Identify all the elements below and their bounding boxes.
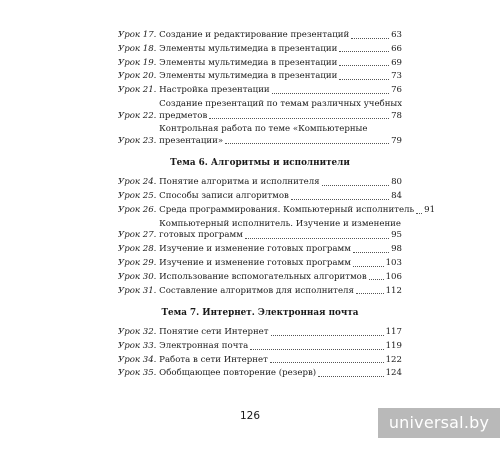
page-ref: 76 bbox=[391, 85, 402, 96]
dot-leader bbox=[270, 362, 384, 363]
lesson-number: Урок 29. bbox=[118, 257, 157, 268]
lesson-number: Урок 34. bbox=[118, 354, 157, 365]
page-ref: 124 bbox=[385, 368, 402, 379]
lesson-title: Создание и редактирование презентаций bbox=[159, 30, 350, 40]
page-ref: 78 bbox=[391, 110, 402, 121]
page-ref: 79 bbox=[391, 135, 402, 146]
lesson-title: Изучение и изменение готовых программ bbox=[159, 244, 351, 255]
lesson-title: Настройка презентации bbox=[159, 85, 270, 96]
toc-entry bbox=[118, 272, 402, 284]
page-number: 126 bbox=[239, 410, 261, 422]
lesson-number: Урок 18. bbox=[118, 43, 157, 54]
dot-leader bbox=[225, 143, 389, 144]
dot-leader bbox=[322, 185, 389, 186]
lesson-number: Урок 25. bbox=[118, 191, 157, 202]
toc-entry bbox=[118, 286, 402, 298]
lesson-number: Урок 31. bbox=[118, 285, 157, 296]
lesson-title: Использование вспомогательных алгоритмов bbox=[159, 271, 367, 282]
dot-leader bbox=[416, 213, 422, 214]
page-ref: 66 bbox=[391, 43, 402, 54]
toc-entry bbox=[118, 258, 402, 270]
lesson-title: Создание презентаций по темам различных учебных bbox=[159, 98, 403, 109]
lesson-number: Урок 33. bbox=[118, 340, 157, 351]
dot-leader bbox=[353, 252, 389, 253]
lesson-title: Элементы мультимедиа в презентации bbox=[159, 57, 338, 68]
lesson-title: предметов bbox=[159, 110, 208, 121]
page-ref: 63 bbox=[391, 30, 402, 40]
lesson-title: Понятие алгоритма и исполнителя bbox=[159, 177, 320, 188]
dot-leader bbox=[318, 376, 383, 377]
section-heading: Тема 6. Алгоритмы и исполнители bbox=[170, 158, 350, 169]
page-ref: 95 bbox=[391, 230, 402, 241]
page-ref: 106 bbox=[385, 271, 402, 282]
page-ref: 73 bbox=[391, 71, 402, 82]
lesson-number: Урок 27. bbox=[118, 230, 157, 241]
toc-entry bbox=[118, 124, 402, 147]
dot-leader bbox=[245, 238, 389, 239]
dot-leader bbox=[339, 65, 389, 66]
dot-leader bbox=[339, 79, 389, 80]
page-ref: 122 bbox=[385, 354, 402, 365]
section-heading: Тема 7. Интернет. Электронная почта bbox=[161, 308, 359, 319]
lesson-number: Урок 30. bbox=[118, 271, 157, 282]
lesson-title: Способы записи алгоритмов bbox=[159, 191, 289, 202]
lesson-number: Урок 19. bbox=[118, 57, 157, 68]
lesson-number: Урок 28. bbox=[118, 244, 157, 255]
toc-entry bbox=[118, 30, 402, 42]
lesson-number: Урок 26. bbox=[118, 205, 157, 216]
dot-leader bbox=[369, 279, 384, 280]
lesson-title: Изучение и изменение готовых программ bbox=[159, 257, 351, 268]
lesson-number: Урок 32. bbox=[118, 327, 157, 338]
lesson-number: Урок 17. bbox=[118, 30, 157, 40]
dot-leader bbox=[250, 349, 383, 350]
dot-leader bbox=[351, 38, 389, 39]
lesson-number: Урок 24. bbox=[118, 177, 157, 188]
lesson-number: Урок 22. bbox=[118, 110, 157, 121]
lesson-title: Среда программирования. Компьютерный исполнитель bbox=[159, 205, 415, 216]
toc-entry bbox=[118, 368, 402, 380]
toc-entry bbox=[118, 219, 402, 242]
watermark-logo: universal.by bbox=[378, 408, 500, 438]
lesson-title: Работа в сети Интернет bbox=[159, 354, 268, 365]
lesson-number: Урок 21. bbox=[118, 85, 157, 96]
table-of-contents bbox=[118, 30, 436, 382]
lesson-number: Урок 20. bbox=[118, 71, 157, 82]
page-ref: 91 bbox=[424, 205, 436, 216]
dot-leader bbox=[272, 93, 389, 94]
lesson-number: Урок 23. bbox=[118, 135, 157, 146]
lesson-title: Электронная почта bbox=[159, 340, 249, 351]
lesson-title: Контрольная работа по теме «Компьютерные bbox=[159, 124, 368, 135]
dot-leader bbox=[209, 118, 389, 119]
dot-leader bbox=[339, 51, 389, 52]
toc-entry bbox=[118, 244, 402, 256]
lesson-title: презентации» bbox=[159, 135, 224, 146]
page-ref: 84 bbox=[391, 191, 402, 202]
toc-entry bbox=[118, 355, 402, 367]
page-ref: 112 bbox=[385, 285, 402, 296]
toc-entry bbox=[118, 58, 402, 70]
page-ref: 80 bbox=[391, 177, 402, 188]
toc-entry bbox=[118, 191, 402, 203]
page-ref: 119 bbox=[385, 340, 402, 351]
dot-leader bbox=[291, 199, 389, 200]
lesson-number: Урок 35. bbox=[118, 368, 157, 379]
toc-entry bbox=[118, 205, 436, 217]
dot-leader bbox=[356, 293, 384, 294]
toc-entry bbox=[118, 327, 402, 339]
page-ref: 69 bbox=[391, 57, 402, 68]
toc-entry bbox=[118, 341, 402, 353]
page-ref: 98 bbox=[391, 244, 402, 255]
lesson-title: Элементы мультимедиа в презентации bbox=[159, 71, 338, 82]
toc-entry bbox=[118, 85, 402, 97]
page-ref: 117 bbox=[385, 327, 402, 338]
lesson-title: готовых программ bbox=[159, 230, 243, 241]
toc-entry bbox=[118, 99, 402, 122]
dot-leader bbox=[353, 266, 384, 267]
lesson-title: Элементы мультимедиа в презентации bbox=[159, 43, 338, 54]
lesson-title: Компьютерный исполнитель. Изучение и изменение bbox=[159, 218, 401, 229]
lesson-title: Понятие сети Интернет bbox=[159, 327, 269, 338]
page-ref: 103 bbox=[385, 257, 402, 268]
toc-entry bbox=[118, 44, 402, 56]
toc-entry bbox=[118, 177, 402, 189]
lesson-title: Составление алгоритмов для исполнителя bbox=[159, 285, 354, 296]
toc-entry bbox=[118, 71, 402, 83]
dot-leader bbox=[271, 335, 384, 336]
lesson-title: Обобщающее повторение (резерв) bbox=[159, 368, 317, 379]
